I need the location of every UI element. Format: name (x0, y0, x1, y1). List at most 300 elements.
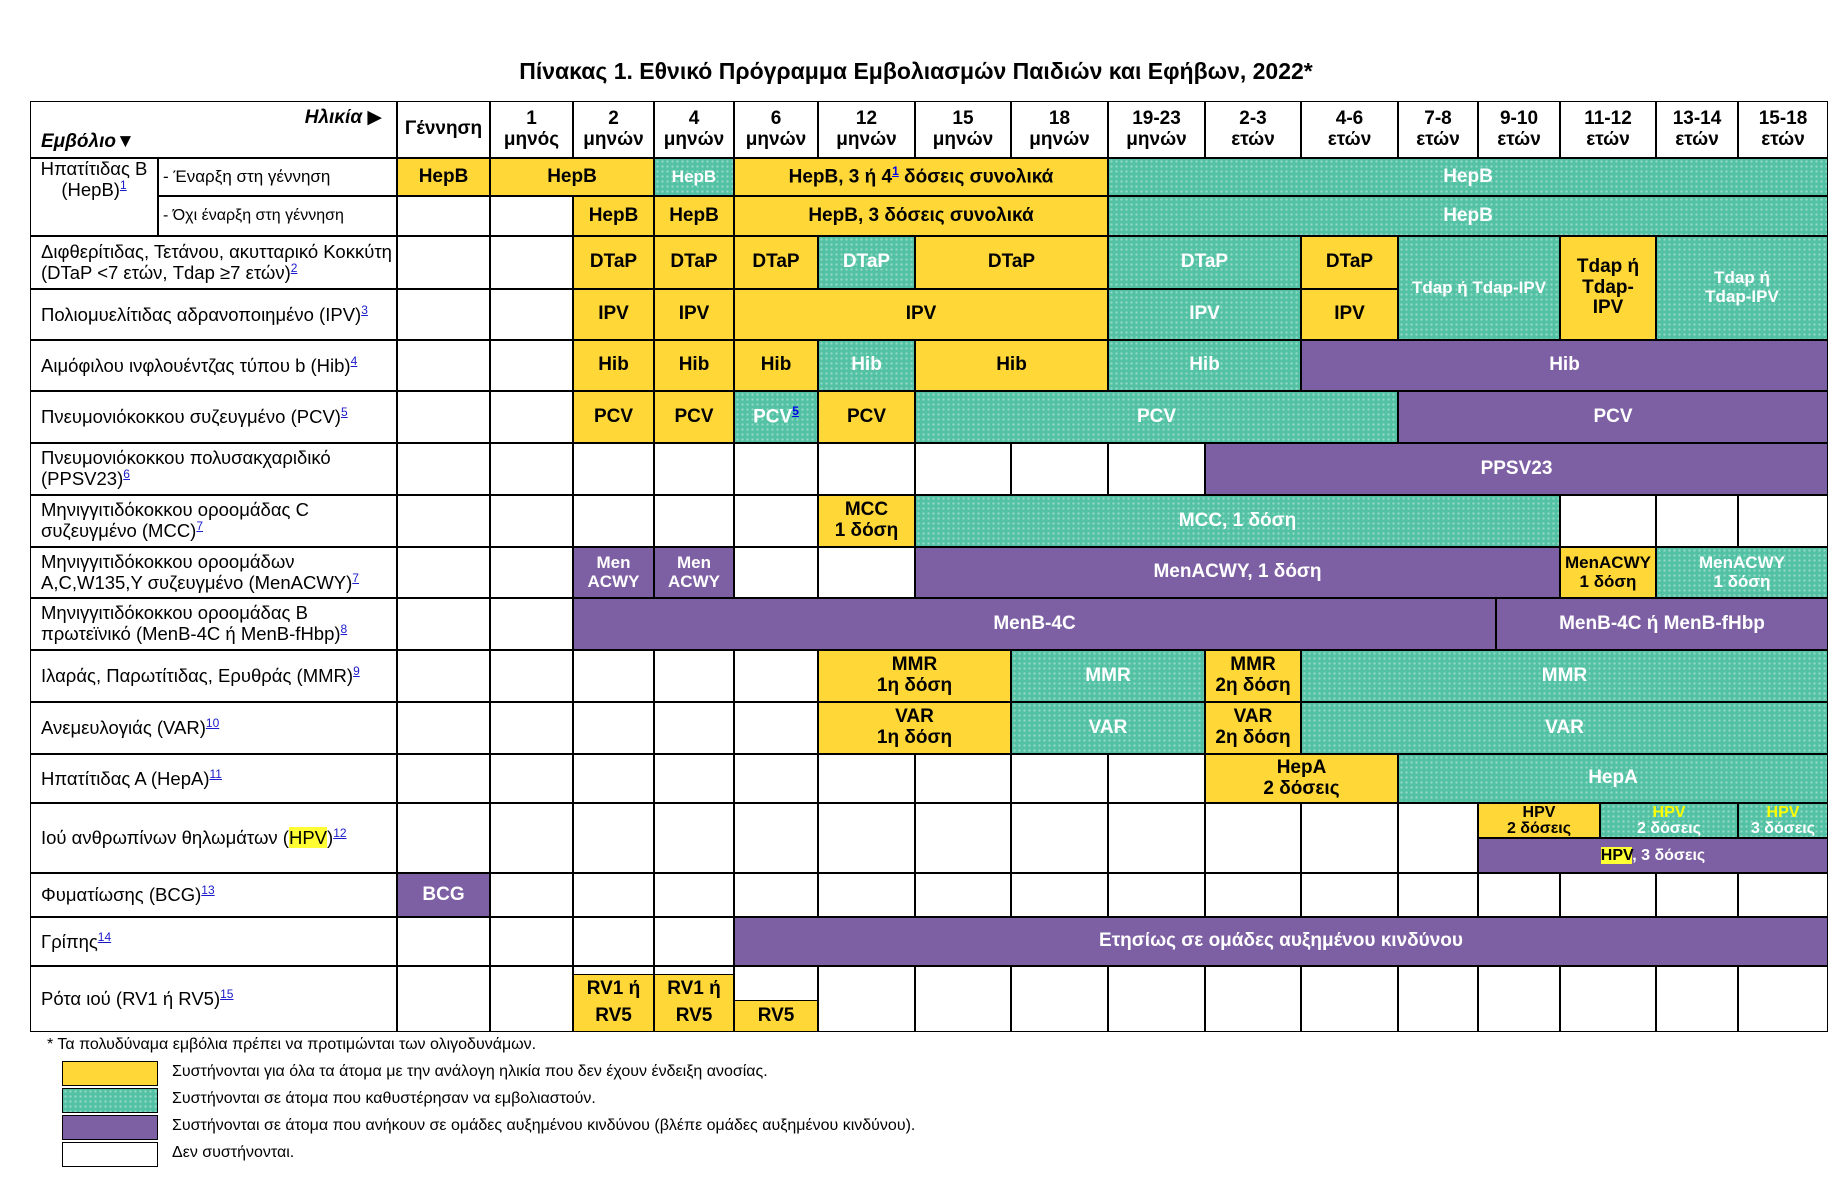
pcv-4m-cell (654, 391, 734, 443)
row-label (30, 495, 397, 547)
hpv-11-12y-cell-label: HPV (1522, 803, 1556, 821)
age-header-line-2: ετών (1586, 128, 1630, 150)
mmr-dose2-cell-line-2: 2η δόση (1215, 675, 1291, 696)
empty-cell (573, 803, 654, 873)
empty-cell (1011, 443, 1108, 495)
dtap-2m-cell (573, 236, 654, 289)
menacwy-4m-cell (654, 547, 734, 598)
hepb-4m-catchup-cell (654, 158, 734, 196)
pcv-12m-cell-text: PCV (846, 405, 887, 427)
hpv-catchup-13-cell-doses: 2 δόσεις (1636, 819, 1702, 837)
empty-cell (734, 702, 818, 754)
row-label (30, 754, 397, 803)
empty-cell (1398, 873, 1478, 917)
empty-cell (915, 873, 1011, 917)
empty-cell (397, 495, 490, 547)
hib-4m-cell-text: Hib (678, 354, 710, 376)
age-column-header (1011, 101, 1108, 158)
menb-risk-cell (573, 598, 1496, 650)
hepb-abbr: (HepB)$^1$ (61, 178, 127, 201)
dtap-4m-cell (654, 236, 734, 289)
hib-risk-cell-text: Hib (1549, 354, 1580, 376)
empty-cell (654, 873, 734, 917)
dtap-12m-catchup-cell-text: DTaP (842, 251, 891, 273)
empty-cell (397, 196, 490, 236)
footnote-ref-link[interactable]: 7 (196, 519, 204, 534)
footnote-ref-link[interactable]: 11 (209, 766, 222, 781)
row-label (30, 650, 397, 702)
ipv-4m-cell (654, 289, 734, 340)
dtap-15-18m-cell (915, 236, 1108, 289)
pcv-risk-cell-text: PCV (1593, 405, 1633, 427)
ipv-4-6y-cell-text: IPV (1334, 303, 1365, 325)
age-header-line-1: 6 (770, 107, 782, 129)
empty-cell (1011, 966, 1108, 1032)
empty-cell (915, 443, 1011, 495)
age-header-line-2: μηνός (503, 128, 560, 150)
legend-text: Συστήνονται σε άτομα που ανήκουν σε ομάδες αυξημένου κινδύνου (βλέπε ομάδες αυξημένου κινδύνου). (172, 1117, 916, 1134)
legend-text: Συστήνονται σε άτομα που καθυστέρησαν να εμβολιαστούν. (172, 1090, 596, 1107)
age-column-header (654, 101, 734, 158)
menacwy-catchup-cell-line-2: 1 δόση (1713, 571, 1771, 591)
empty-cell (1656, 495, 1738, 547)
hpv-11-12y-cell-doses: 2 δόσεις (1506, 819, 1572, 837)
tdap-11-12y-cell (1560, 236, 1656, 340)
row-label-text: Μηνιγγιτιδόκοκκου οροομάδας Β πρωτεϊνικό (MenB-4C ή MenB-fHbp)$^8$ (41, 602, 348, 645)
empty-cell (490, 196, 573, 236)
age-header-line-1: 9-10 (1499, 107, 1539, 129)
var-catchup-2-cell-text: VAR (1545, 716, 1584, 738)
hib-risk-cell (1301, 340, 1828, 391)
age-header-line-2: μηνών (663, 128, 725, 150)
empty-cell (734, 547, 818, 598)
hepa-cell (1205, 754, 1398, 803)
age-header-line-1: 2-3 (1239, 107, 1267, 129)
menb-risk-2-cell-text: MenB-4C ή MenB-fHbp (1559, 612, 1765, 634)
empty-cell (573, 873, 654, 917)
dtap-2m-cell-text: DTaP (589, 251, 638, 273)
hepb2-catchup-cell-text: HepB (1443, 204, 1493, 226)
empty-cell (654, 917, 734, 966)
row-label (30, 873, 397, 917)
age-header-line-2: μηνών (932, 128, 994, 150)
empty-cell (397, 236, 490, 289)
age-column-header (490, 101, 573, 158)
empty-cell (1301, 803, 1398, 873)
menacwy-2m-cell-line-2: ACWY (587, 571, 640, 591)
mcc-12m-cell-line-1: MCC (844, 499, 889, 521)
row-label-text: Ρότα ιού (RV1 ή RV5)$^{15}$ (41, 987, 234, 1010)
row-label-text: Ανεμευλογιάς (VAR)$^{10}$ (41, 716, 220, 739)
hib-2m-cell (573, 340, 654, 391)
age-header-line-1: 4-6 (1335, 107, 1364, 129)
mmr-dose1-cell-line-1: MMR (891, 654, 938, 676)
footnote-ref-link[interactable]: 5 (792, 404, 799, 419)
footnote-ref-link[interactable]: 10 (205, 716, 220, 731)
menb-risk-cell-text: MenB-4C (993, 612, 1076, 634)
age-column-header (1301, 101, 1398, 158)
empty-cell (490, 547, 573, 598)
hib-12m-catchup-cell-text: Hib (851, 354, 882, 376)
age-column-header (397, 101, 490, 158)
footnote-ref-link[interactable]: 8 (340, 622, 348, 637)
hepb2-2m-cell (573, 196, 654, 236)
ppsv23-risk-cell-text: PPSV23 (1480, 457, 1553, 479)
empty-cell (1560, 495, 1656, 547)
pcv-6m-catchup-cell (734, 391, 818, 443)
empty-cell (654, 803, 734, 873)
age-column-header (915, 101, 1011, 158)
empty-cell (915, 966, 1011, 1032)
footnote-ref-link[interactable]: 9 (353, 664, 360, 679)
footnote-ref-link[interactable]: 12 (333, 826, 347, 841)
menacwy-11-12y-cell-line-2: 1 δόση (1579, 571, 1637, 591)
hepa-catchup-cell-text: HepA (1588, 767, 1638, 789)
empty-cell (818, 873, 915, 917)
rv-2m-cell-line-2: RV5 (595, 1005, 632, 1027)
tdap-11-12y-cell-line-2: Tdap- (1582, 276, 1634, 298)
hepb2-6-18m-cell (734, 196, 1108, 236)
var-dose2-cell-line-1: VAR (1233, 706, 1273, 728)
empty-cell (397, 547, 490, 598)
rv-4m-cell (654, 974, 734, 1032)
hib-15-18m-cell-text: Hib (996, 354, 1027, 376)
hepb-6-18m-cell (734, 158, 1108, 196)
var-dose1-cell (818, 702, 1011, 754)
footnote-ref-link[interactable]: 2 (290, 260, 298, 275)
row-label-text: Φυματίωσης (BCG)$^{13}$ (41, 883, 215, 906)
empty-cell (915, 803, 1011, 873)
empty-cell (1738, 966, 1828, 1032)
row-label (30, 803, 397, 873)
ppsv23-risk-cell (1205, 443, 1828, 495)
pcv-12m-cell (818, 391, 915, 443)
footnote-ref-link[interactable]: 7 (352, 570, 359, 585)
footnote-ref-link[interactable]: 1 (119, 178, 127, 193)
row-label (30, 443, 397, 495)
empty-cell (734, 754, 818, 803)
row-label-text: Ιού ανθρωπίνων θηλωμάτων (HPV)$^{12}$ (41, 826, 347, 849)
tdap-7-10y-cell (1398, 236, 1560, 340)
mcc-catchup-cell-text: MCC, 1 δόση (1178, 509, 1297, 531)
table-corner (30, 101, 397, 158)
menacwy-11-12y-cell (1560, 547, 1656, 598)
empty-cell (818, 966, 915, 1032)
hpv-catchup-13-cell-label: HPV (1652, 803, 1686, 821)
empty-cell (1560, 873, 1656, 917)
empty-cell (397, 702, 490, 754)
hepb-sub-nobirth-text: - Όχι έναρξη στη γέννηση (163, 207, 344, 224)
legend-swatch (62, 1061, 158, 1086)
pcv-4m-cell-text: PCV (674, 405, 714, 427)
empty-cell (654, 650, 734, 702)
menacwy-4m-cell-line-2: ACWY (668, 571, 720, 591)
empty-cell (1108, 803, 1205, 873)
hepa-cell-line-1: HepA (1276, 756, 1327, 778)
dtap-4-6y-cell (1301, 236, 1398, 289)
mmr-dose1-cell-line-2: 1η δόση (876, 675, 953, 696)
menacwy-risk-cell-text: MenACWY, 1 δόση (1153, 561, 1322, 583)
hib-catchup-cell-text: Hib (1189, 354, 1220, 376)
pcv-2m-cell-text: PCV (593, 405, 634, 427)
empty-cell (654, 754, 734, 803)
hepb2-2m-cell-text: HepB (588, 204, 639, 226)
empty-cell (1108, 443, 1205, 495)
empty-cell (1108, 966, 1205, 1032)
hepb-sub-birth-text: - Έναρξη στη γέννηση (163, 166, 331, 186)
footnote-ref-link[interactable]: 13 (201, 883, 215, 898)
empty-cell (734, 443, 818, 495)
hpv-highlight: HPV (288, 827, 328, 849)
row-label-text: Μηνιγγιτιδόκοκκου οροομάδων A,C,W135,Y συζευγμένο (MenACWY)$^7$ (41, 550, 359, 594)
row-label (30, 289, 397, 340)
hib-2m-cell-text: Hib (598, 354, 629, 376)
age-header-line-1: 13-14 (1672, 107, 1722, 129)
menacwy-catchup-cell (1656, 547, 1828, 598)
mmr-catchup-1-cell (1011, 650, 1205, 702)
age-column-header (1478, 101, 1560, 158)
dtap-catchup-cell (1108, 236, 1301, 289)
age-column-header (1398, 101, 1478, 158)
mmr-dose2-cell-line-1: MMR (1230, 654, 1276, 676)
row-label (30, 598, 397, 650)
tdap-13-18y-cell (1656, 236, 1828, 340)
hpv-catchup-15-cell (1738, 803, 1828, 838)
footnote-ref-link[interactable]: 5 (340, 405, 348, 420)
empty-cell (397, 340, 490, 391)
age-column-header (1205, 101, 1301, 158)
hepb-name: Ηπατίτιδας Β (40, 158, 148, 179)
hepb-6-18m-text: HepB, 3 ή 4$^1$ δόσεις συνολικά (788, 164, 1054, 188)
menacwy-2m-cell (573, 547, 654, 598)
row-label-text: Πνευμονιόκοκκου πολυσακχαριδικό (PPSV23)$^6$ (41, 447, 331, 490)
ipv-2m-cell-text: IPV (598, 303, 629, 325)
hpv-risk-cell (1478, 838, 1828, 873)
empty-cell (1011, 803, 1108, 873)
empty-cell (1301, 873, 1398, 917)
row-label-text: Διφθερίτιδας, Τετάνου, ακυτταρικό Κοκκύτη (DTaP <7 ετών, Tdap ≥7 ετών)$^2$ (41, 240, 392, 284)
empty-cell (397, 650, 490, 702)
empty-cell (397, 803, 490, 873)
hpv-catchup-15-cell-label: HPV (1766, 803, 1800, 821)
age-header-line-2: ετών (1327, 128, 1372, 150)
age-header-line-1: 19-23 (1132, 107, 1181, 129)
mcc-12m-cell-line-2: 1 δόση (834, 520, 899, 541)
ipv-4-6y-cell (1301, 289, 1398, 340)
empty-cell (654, 702, 734, 754)
pcv-6m-text: PCV$^5$ (753, 404, 799, 428)
row-label-text: Γρίπης$^{14}$ (41, 929, 112, 952)
menacwy-4m-cell-line-1: Men (677, 552, 711, 572)
empty-cell (1738, 495, 1828, 547)
ipv-2m-cell (573, 289, 654, 340)
empty-cell (490, 289, 573, 340)
empty-cell (1478, 966, 1560, 1032)
mmr-catchup-1-cell-text: MMR (1085, 664, 1131, 686)
footnote-ref-link[interactable]: 14 (97, 929, 112, 944)
age-header-line-1: 18 (1048, 107, 1071, 129)
empty-cell (1398, 966, 1478, 1032)
ipv-6-18m-cell (734, 289, 1108, 340)
dtap-catchup-cell-text: DTaP (1180, 251, 1229, 273)
empty-cell (490, 873, 573, 917)
empty-cell (397, 443, 490, 495)
empty-cell (573, 917, 654, 966)
empty-cell (397, 598, 490, 650)
hepa-catchup-cell (1398, 754, 1828, 803)
pcv-catchup-cell (915, 391, 1398, 443)
age-header-line-1: 15-18 (1758, 107, 1808, 129)
age-header-line-2: ετών (1416, 128, 1460, 150)
hepb2-catchup-cell (1108, 196, 1828, 236)
empty-cell (1205, 803, 1301, 873)
empty-cell (818, 547, 915, 598)
footnote-ref-link[interactable]: 1 (892, 164, 899, 179)
var-catchup-2-cell (1301, 702, 1828, 754)
empty-cell (1205, 966, 1301, 1032)
hepb-catchup-cell-text: HepB (1443, 165, 1493, 187)
empty-cell (490, 443, 573, 495)
menacwy-11-12y-cell-line-1: MenACWY (1565, 552, 1651, 572)
footnote-ref-link[interactable]: 6 (123, 467, 130, 482)
age-header-line-2: μηνών (745, 128, 807, 150)
empty-cell (397, 289, 490, 340)
row-label (30, 966, 397, 1032)
pcv-risk-cell (1398, 391, 1828, 443)
age-column-header (734, 101, 818, 158)
age-header-line-2: μηνών (1126, 128, 1187, 150)
empty-cell (1108, 873, 1205, 917)
empty-cell (490, 754, 573, 803)
hepb-sub-birth (158, 158, 397, 196)
legend-text: Συστήνονται για όλα τα άτομα με την ανάλογη ηλικία που δεν έχουν ένδειξη ανοσίας. (172, 1063, 768, 1080)
footnote: * Τα πολυδύναμα εμβόλια πρέπει να προτιμώνται των ολιγοδυνάμων. (47, 1036, 537, 1053)
empty-cell (490, 598, 573, 650)
rv-2m-cell-line-1: RV1 ή (586, 978, 641, 999)
hepb-sub-nobirth (158, 196, 397, 236)
empty-cell (734, 803, 818, 873)
hib-6m-cell-text: Hib (760, 354, 792, 376)
empty-cell (397, 754, 490, 803)
age-header-line-1: 15 (952, 107, 974, 129)
empty-cell (1656, 873, 1738, 917)
empty-cell (818, 443, 915, 495)
empty-cell (734, 873, 818, 917)
empty-cell (573, 443, 654, 495)
age-header-line-2: ετών (1761, 128, 1805, 150)
row-label (30, 917, 397, 966)
tdap-7-10y-cell-text: Tdap ή Tdap-IPV (1411, 277, 1547, 297)
hib-catchup-cell (1108, 340, 1301, 391)
tdap-13-18y-cell-line-2: Tdap-IPV (1705, 287, 1779, 306)
dtap-12m-catchup-cell (818, 236, 915, 289)
empty-cell (1011, 873, 1108, 917)
empty-cell (397, 391, 490, 443)
bcg-cell (397, 873, 490, 917)
empty-cell (573, 650, 654, 702)
hepb2-4m-cell-text: HepB (669, 204, 719, 226)
age-header-line-2: μηνών (836, 128, 897, 150)
mcc-12m-cell (818, 495, 915, 547)
age-header-line-1: 11-12 (1584, 107, 1632, 129)
row-label-text: Πολιομυελίτιδας αδρανοποιημένο (IPV)$^3$ (41, 302, 368, 325)
row-label-text: Αιμόφιλου ινφλουέντζας τύπου b (Hib)$^4$ (41, 353, 358, 376)
mmr-dose1-cell (818, 650, 1011, 702)
dtap-4-6y-cell-text: DTaP (1325, 251, 1374, 273)
empty-cell (490, 391, 573, 443)
age-header-line-2: μηνών (1029, 128, 1090, 150)
empty-cell (1656, 966, 1738, 1032)
age-header-line-2: ετών (1497, 128, 1541, 150)
empty-cell (397, 966, 490, 1032)
age-header-line-2: ετών (1231, 128, 1275, 150)
empty-cell (490, 236, 573, 289)
age-header-line-1: 4 (688, 107, 700, 129)
empty-cell (490, 803, 573, 873)
dtap-4m-cell-text: DTaP (670, 251, 718, 273)
row-label-text: Πνευμονιόκοκκου συζευγμένο (PCV)$^5$ (41, 405, 348, 428)
row-label (30, 340, 397, 391)
rv-4m-cell-line-1: RV1 ή (667, 978, 721, 999)
age-header-line-1: Γέννηση (404, 118, 483, 140)
influenza-risk-cell-text: Ετησίως σε ομάδες αυξημένου κινδύνου (1099, 930, 1463, 952)
empty-cell (734, 495, 818, 547)
row-label (30, 391, 397, 443)
age-header-line-1: 1 (526, 107, 537, 129)
empty-cell (1560, 966, 1656, 1032)
rv-2m-cell (573, 974, 654, 1032)
footnote-ref-link[interactable]: 3 (361, 302, 368, 317)
hepa-cell-line-2: 2 δόσεις (1263, 777, 1340, 799)
mmr-dose2-cell (1205, 650, 1301, 702)
footnote-ref-link[interactable]: 15 (220, 987, 234, 1002)
row-label-text: Μηνιγγιτιδόκοκκου οροομάδας C συζευγμένο (MCC)$^7$ (41, 499, 309, 542)
hib-15-18m-cell (915, 340, 1108, 391)
bcg-cell-text: BCG (422, 883, 465, 905)
var-dose1-cell-line-1: VAR (895, 706, 934, 728)
hib-6m-cell (734, 340, 818, 391)
pcv-2m-cell (573, 391, 654, 443)
rv-6m-cell (734, 1000, 818, 1032)
mcc-catchup-cell (915, 495, 1560, 547)
footnote-ref-link[interactable]: 4 (350, 353, 358, 368)
row-label-text: Ιλαράς, Παρωτίτιδας, Ερυθράς (MMR)$^9$ (41, 664, 360, 687)
age-header-line-1: 12 (855, 107, 878, 129)
age-column-header (818, 101, 915, 158)
age-header-line-2: μηνών (583, 128, 644, 150)
age-column-header (1738, 101, 1828, 158)
empty-cell (915, 754, 1011, 803)
rv-6m-text: RV5 (757, 1004, 795, 1026)
empty-cell (1205, 873, 1301, 917)
legend-text: Δεν συστήνονται. (172, 1144, 295, 1161)
legend-swatch (62, 1115, 158, 1140)
menacwy-risk-cell (915, 547, 1560, 598)
mmr-catchup-2-cell-text: MMR (1541, 664, 1588, 686)
age-column-header (1560, 101, 1656, 158)
empty-cell (490, 495, 573, 547)
pcv-catchup-cell-text: PCV (1136, 405, 1177, 427)
ipv-4m-cell-text: IPV (678, 303, 710, 325)
menb-risk-2-cell (1496, 598, 1828, 650)
tdap-13-18y-cell-line-1: Tdap ή (1714, 268, 1770, 288)
empty-cell (573, 495, 654, 547)
empty-cell (734, 650, 818, 702)
menacwy-2m-cell-line-1: Men (596, 552, 631, 572)
var-dose1-cell-line-2: 1η δόση (876, 727, 953, 748)
hpv-11-12y-cell (1478, 803, 1600, 838)
ipv-catchup-cell (1108, 289, 1301, 340)
